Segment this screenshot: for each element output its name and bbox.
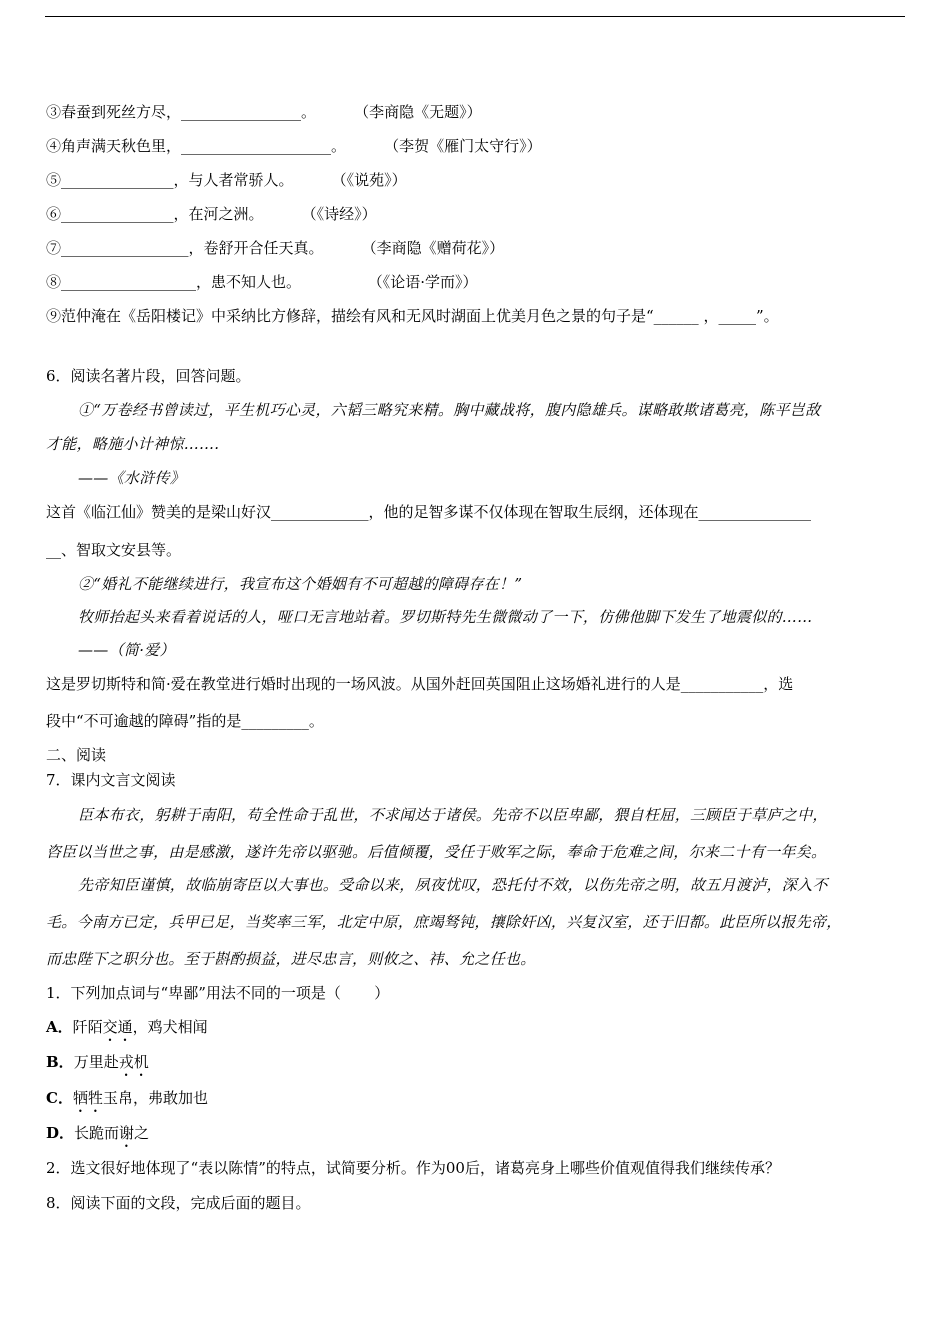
classical-text-line-2: 咨臣以当世之事，由是感激，遂许先帝以驱驰。后值倾覆，受任于败军之际，奉命于危难之间，尔来二十有一年矣。: [46, 843, 827, 861]
option-a-dotted-word: 交通: [102, 1018, 133, 1036]
option-c-text-1: 玉帛，弗敢加也: [102, 1089, 208, 1107]
question-6-task-1-line-2: __、智取文安县等。: [46, 541, 182, 559]
question-8-title: 8．阅读下面的文段，完成后面的题目。: [46, 1194, 311, 1212]
question-6-task-2-line-2: 段中“不可逾越的障碍”指的是_________。: [46, 712, 324, 730]
excerpt-2-line-1: ②“婚礼不能继续进行，我宣布这个婚姻有不可超越的障碍存在！”: [78, 575, 523, 593]
option-d-dotted-word: 谢: [119, 1124, 135, 1142]
sub-question-1: 1．下列加点词与“卑鄙”用法不同的一项是（ ）: [46, 984, 390, 1002]
poem-line-7: ⑦_________________，卷舒开合任天真。 （李商隐《赠荷花》）: [46, 239, 505, 257]
question-6-task-1-line-1: 这首《临江仙》赞美的是梁山好汉_____________，他的足智多谋不仅体现在智取生辰纲，还体现在_______________: [46, 503, 812, 521]
classical-text-line-1: 臣本布衣，躬耕于南阳，苟全性命于乱世，不求闻达于诸侯。先帝不以臣卑鄙，猥自枉屈，三顾臣于草庐之中，: [78, 806, 828, 824]
poem-line-5: ⑤_______________，与人者常骄人。 （《说苑》）: [46, 171, 407, 189]
option-d[interactable]: [46, 1123, 149, 1151]
section-2-heading: 二、阅读: [46, 746, 107, 764]
excerpt-2-line-2: 牧师抬起头来看着说话的人，哑口无言地站着。罗切斯特先生微微动了一下，仿佛他脚下发生了地震似的……: [78, 608, 813, 626]
poem-line-6: ⑥_______________，在河之洲。 （《诗经》）: [46, 205, 377, 223]
excerpt-1-line-2: 才能，略施小计神惊…….: [46, 435, 220, 453]
option-c-letter: C．: [46, 1089, 73, 1107]
sub-question-2: 2．选文很好地体现了“表以陈情”的特点，试简要分析。作为00后，诸葛亮身上哪些价值观值得我们继续传承？: [46, 1159, 780, 1177]
option-a[interactable]: [46, 1017, 208, 1045]
classical-text-line-4: 毛。今南方已定，兵甲已足，当奖率三军，北定中原，庶竭驽钝，攘除奸凶，兴复汉室，还于旧都。此臣所以报先帝，: [46, 913, 842, 931]
option-b-text-1: 万里赴: [73, 1053, 119, 1071]
excerpt-1-line-1: ①“万卷经书曾读过，平生机巧心灵，六韬三略究来精。胸中藏战将，腹内隐雄兵。谋略敢欺诸葛亮，陈平岂敌: [78, 401, 821, 419]
classical-text-line-5: 而忠陛下之职分也。至于斟酌损益，进尽忠言，则攸之、祎、允之任也。: [46, 950, 536, 968]
option-b-letter: B．: [46, 1053, 74, 1071]
option-b[interactable]: [46, 1052, 149, 1080]
option-a-text-1: 阡陌: [72, 1018, 103, 1036]
poem-line-8: ⑧__________________，患不知人也。 （《论语·学而》）: [46, 273, 478, 291]
excerpt-1-source: ——《水浒传》: [78, 469, 186, 487]
classical-text-line-3: 先帝知臣谨慎，故临崩寄臣以大事也。受命以来，夙夜忧叹，恐托付不效，以伤先帝之明，故五月渡泸，深入不: [78, 876, 828, 894]
option-a-letter: A．: [46, 1018, 73, 1036]
poem-line-4: ④角声满天秋色里，____________________。 （李贺《雁门太守行》）: [46, 137, 542, 155]
question-6-title: 6．阅读名著片段，回答问题。: [46, 367, 251, 385]
question-6-task-2-line-1: 这是罗切斯特和简·爱在教堂进行婚时出现的一场风波。从国外赶回英国阻止这场婚礼进行的人是___________，选: [46, 675, 794, 693]
option-d-text-1: 长跪而: [74, 1124, 120, 1142]
excerpt-2-source: ——（简·爱）: [78, 641, 175, 659]
option-b-dotted-word: 戎机: [118, 1053, 149, 1071]
poem-line-9: ⑨范仲淹在《岳阳楼记》中采纳比方修辞，描绘有风和无风时湖面上优美月色之景的句子是“______ ，_____”。: [46, 307, 779, 325]
poem-line-3: ③春蚕到死丝方尽，________________。 （李商隐《无题》）: [46, 103, 482, 121]
option-d-text-2: 之: [134, 1124, 150, 1142]
option-d-letter: D．: [46, 1124, 75, 1142]
option-c-dotted-word: 牺牲: [72, 1089, 103, 1107]
question-7-title: 7．课内文言文阅读: [46, 771, 176, 789]
option-c[interactable]: [46, 1088, 208, 1116]
header-rule: [45, 16, 905, 17]
option-a-text-2: ，鸡犬相闻: [132, 1018, 208, 1036]
